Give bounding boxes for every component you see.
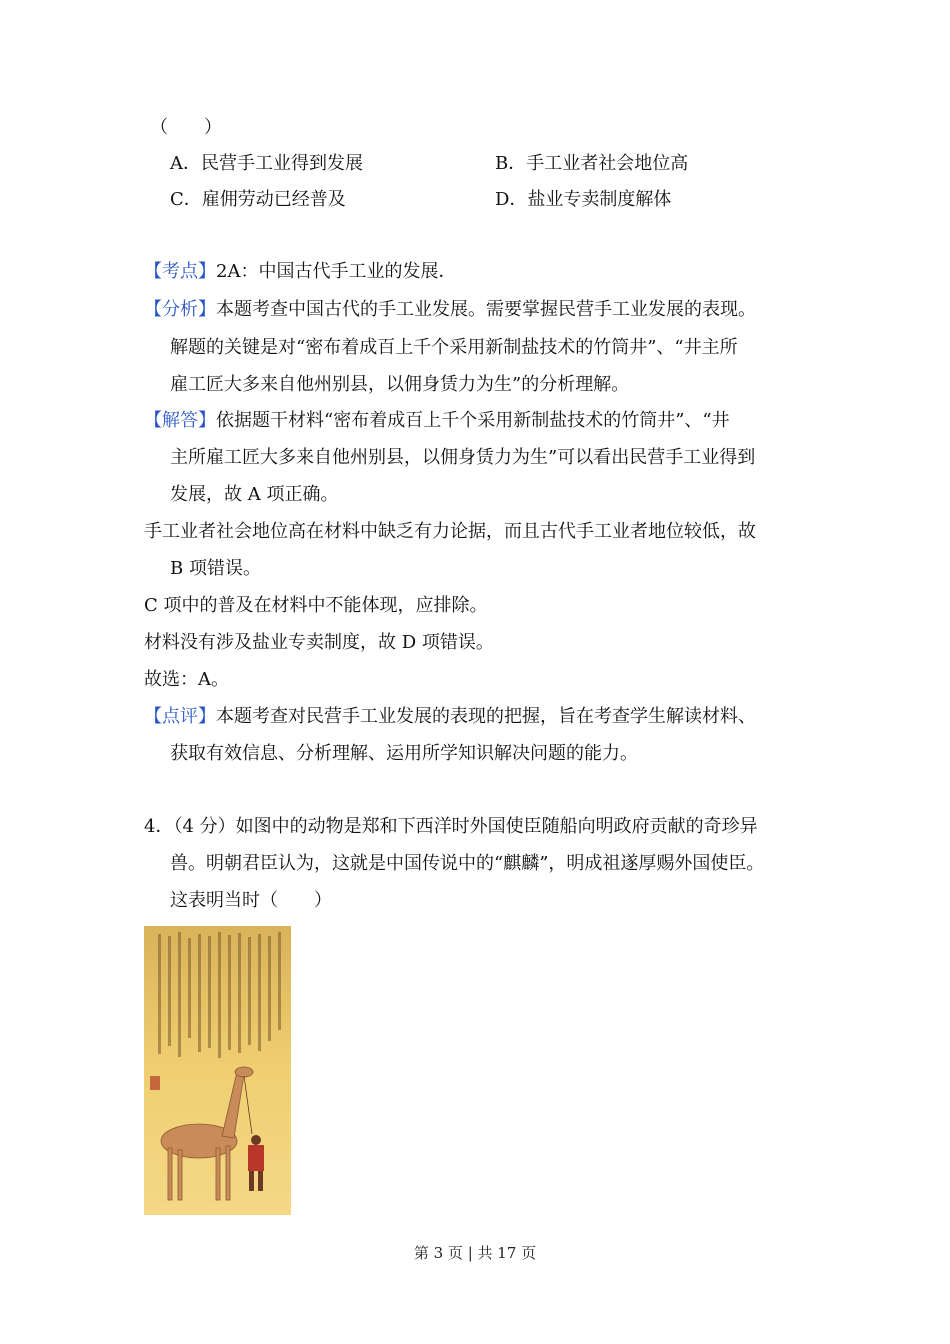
page-footer: 第 3 页 | 共 17 页 [413,1244,537,1262]
dianping-line-2: 获取有效信息、分析理解、运用所学知识解决问题的能力。 [170,743,638,764]
q3-option-b-letter: B． [495,153,527,174]
jieda-text-1: 依据题干材料“密布着成百上千个采用新制盐技术的竹筒井”、“井 [216,410,730,431]
q3-option-c-letter: C． [170,189,202,210]
q3-option-c-text: 雇佣劳动已经普及 [201,189,346,210]
q4-line-1: 4．（4 分）如图中的动物是郑和下西洋时外国使臣随船向明政府贡献的奇珍异 [144,816,758,837]
q3-option-a-text: 民营手工业得到发展 [201,153,363,174]
fenxi-line-2: 解题的关键是对“密布着成百上千个采用新制盐技术的竹筒井”、“井主所 [170,337,738,358]
fenxi-text-1: 本题考查中国古代的手工业发展。需要掌握民营手工业发展的表现。 [216,299,756,320]
body-line-5: 故选：A。 [144,669,229,690]
dianping-line-1 [144,705,756,729]
jieda-line-1 [144,409,730,433]
kaodian-line [144,260,456,284]
fenxi-line-1 [144,298,756,322]
fenxi-tag: 【分析】 [144,299,216,320]
dianping-tag: 【点评】 [144,706,216,727]
jieda-line-3: 发展，故 A 项正确。 [170,484,339,505]
q3-answer-paren: （ ） [150,117,222,138]
kaodian-text: 2A：中国古代手工业的发展． [216,261,457,282]
q3-option-b [495,152,688,176]
q3-option-d [495,188,671,212]
q3-option-c [170,188,346,212]
body-line-2: B 项错误。 [170,558,261,579]
body-line-4: 材料没有涉及盐业专卖制度，故 D 项错误。 [144,632,494,653]
q3-option-d-text: 盐业专卖制度解体 [527,189,672,210]
qilin-painting-figure [144,926,291,1215]
body-line-3: C 项中的普及在材料中不能体现，应排除。 [144,595,488,616]
jieda-line-2: 主所雇工匠大多来自他州别县，以佣身赁力为生”可以看出民营手工业得到 [170,447,756,468]
q3-option-b-text: 手工业者社会地位高 [526,153,689,174]
q4-line-2: 兽。明朝君臣认为，这就是中国传说中的“麒麟”，明成祖遂厚赐外国使臣。 [170,853,765,874]
q4-line-3: 这表明当时（ ） [170,890,332,911]
jieda-tag: 【解答】 [144,410,216,431]
dianping-text-1: 本题考查对民营手工业发展的表现的把握，旨在考查学生解读材料、 [216,706,756,727]
kaodian-tag: 【考点】 [144,261,216,282]
fenxi-line-3: 雇工匠大多来自他州别县，以佣身赁力为生”的分析理解。 [170,374,630,395]
giraffe-illustration [144,926,291,1215]
body-line-1: 手工业者社会地位高在材料中缺乏有力论据，而且古代手工业者地位较低，故 [144,521,756,542]
q3-option-a [170,152,363,176]
q3-option-a-letter: A． [170,153,201,174]
q3-option-d-letter: D． [495,189,528,210]
